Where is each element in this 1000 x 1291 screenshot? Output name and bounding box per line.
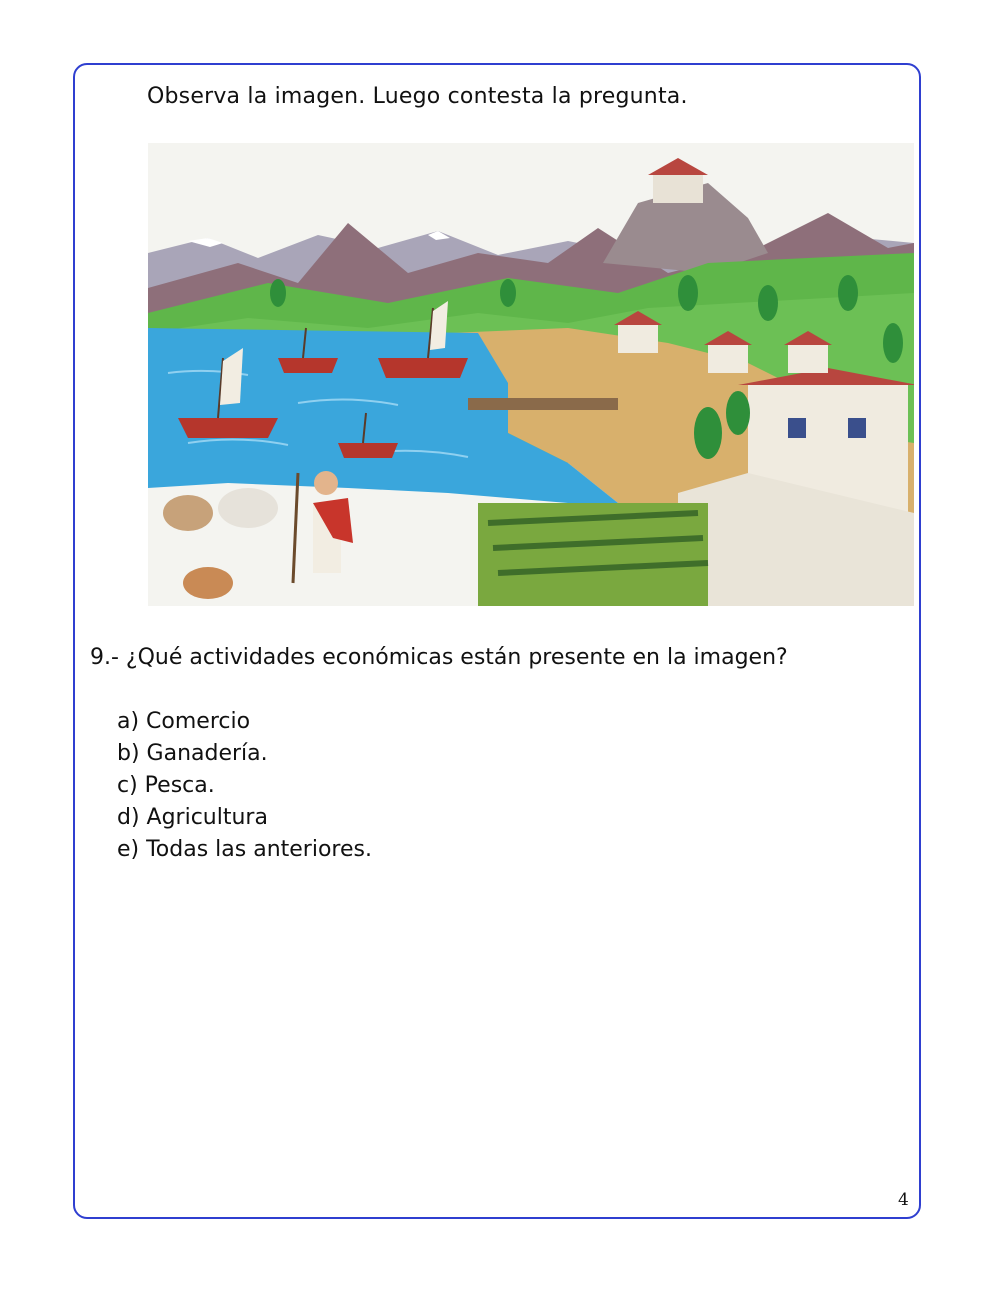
option-e[interactable]: e) Todas las anteriores. bbox=[117, 837, 372, 862]
instruction-text: Observa la imagen. Luego contesta la pregunta. bbox=[147, 84, 688, 109]
option-d[interactable]: d) Agricultura bbox=[117, 805, 268, 830]
page-number: 4 bbox=[898, 1190, 909, 1210]
option-a[interactable]: a) Comercio bbox=[117, 709, 251, 734]
ancient-mediterranean-scene-illustration bbox=[148, 143, 914, 606]
question-text: 9.- ¿Qué actividades económicas están presente en la imagen? bbox=[90, 645, 788, 670]
answer-options bbox=[117, 706, 372, 866]
option-b[interactable]: b) Ganadería. bbox=[117, 741, 268, 766]
scene-illustration bbox=[148, 143, 914, 606]
option-c[interactable]: c) Pesca. bbox=[117, 773, 215, 798]
